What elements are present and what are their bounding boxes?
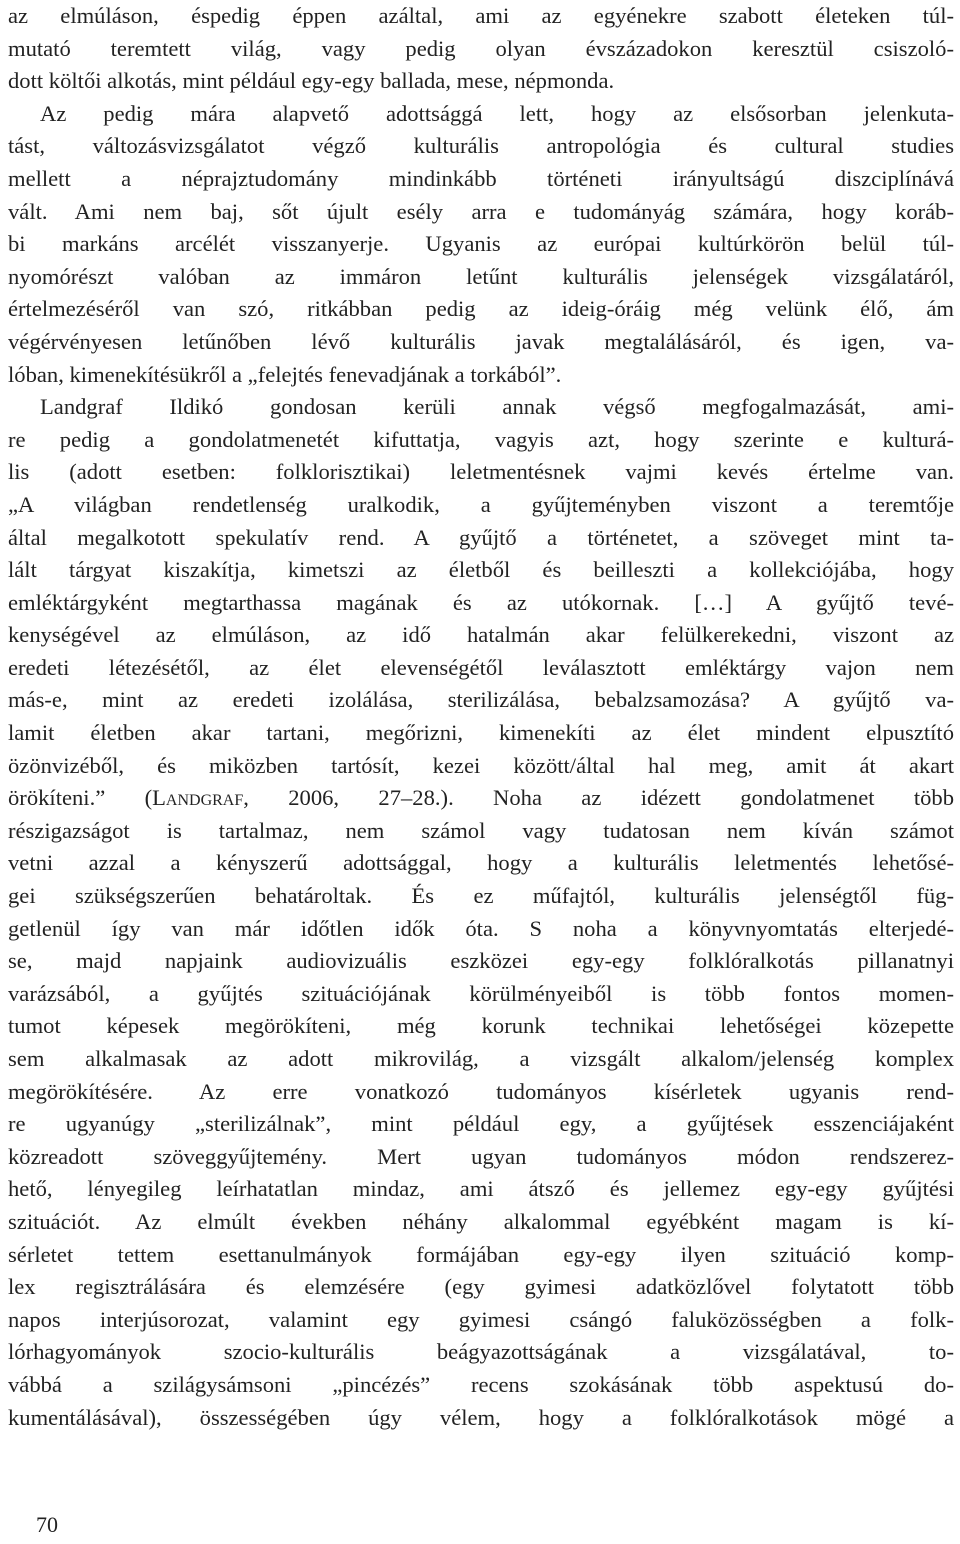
- text-line-segment: vált. Ami nem baj, sőt újult esély arra e tudományág számára, hogy koráb-: [8, 198, 954, 224]
- text-line-segment: értelmezéséről van szó, ritkábban pedig az ideig-óráig még velünk élő, ám: [8, 296, 954, 322]
- text-line: [8, 1336, 954, 1369]
- text-line: [8, 1173, 954, 1206]
- text-line-segment: Az pedig mára alapvető adottsággá lett, hogy az elsősorban jelenkuta-: [40, 100, 954, 126]
- text-line: [8, 1206, 954, 1239]
- text-line-segment: gei szükségszerűen behatároltak. És ez műfajtól, kulturális jelenségtől füg-: [8, 883, 954, 909]
- text-line: [8, 1141, 954, 1174]
- text-line-segment: eredeti létezésétől, az élet elevenségétől leválasztott emléktárgy vajon nem: [8, 654, 954, 680]
- text-line-segment: Landgraf Ildikó gondosan kerüli annak végső megfogalmazását, ami-: [40, 394, 954, 420]
- text-line-segment: re ugyanúgy „sterilizálnak”, mint például egy, a gyűjtések esszenciájaként: [8, 1111, 954, 1137]
- text-line-segment: tást, változásvizsgálatot végző kulturális antropológia és cultural studies: [8, 133, 954, 159]
- text-line: [8, 652, 954, 685]
- text-line: [8, 913, 954, 946]
- text-line: [8, 163, 954, 196]
- text-line-segment: az elmúláson, éspedig éppen azáltal, ami az egyénekre szabott életeken túl-: [8, 3, 954, 28]
- author-name: Landgraf: [152, 785, 244, 811]
- text-line-segment: mellett a néprajztudomány mindinkább történeti irányultságú diszciplínává: [8, 165, 954, 191]
- text-line: [8, 359, 954, 392]
- text-line-segment: nyomórészt valóban az immáron letűnt kulturális jelenségek vizsgálatáról,: [8, 263, 954, 289]
- text-line-segment: kenységével az elmúláson, az idő hatalmán akar felülkerekedni, viszont az: [8, 622, 954, 648]
- text-line: [8, 1271, 954, 1304]
- text-line-segment: mutató teremtett világ, vagy pedig olyan évszázadokon keresztül csiszoló-: [8, 35, 954, 61]
- text-line: [8, 293, 954, 326]
- text-line-segment: közreadott szöveggyűjtemény. Mert ugyan tudományos módon rendszerez-: [8, 1143, 954, 1169]
- text-line: [8, 228, 954, 261]
- text-line: [8, 782, 954, 815]
- text-line-segment: végérvényesen letűnőben lévő kulturális javak megtalálásáról, és igen, va-: [8, 328, 954, 354]
- text-line-segment: emléktárgyként megtarthassa magának és az utókornak. […] A gyűjtő tevé-: [8, 589, 954, 615]
- text-line: [8, 65, 954, 98]
- text-line-segment: lóban, kimenekítésükről a „felejtés fenevadjának a torkából”.: [8, 361, 562, 387]
- text-line: [8, 130, 954, 163]
- text-line-segment: megörökítésére. Az erre vonatkozó tudományos kísérletek ugyanis rend-: [8, 1078, 954, 1104]
- page-number: 70: [36, 1512, 58, 1537]
- text-line: [8, 424, 954, 457]
- text-line: [8, 33, 954, 66]
- text-line: [8, 1108, 954, 1141]
- text-line: [8, 750, 954, 783]
- text-line: [8, 522, 954, 555]
- text-line: [8, 391, 954, 424]
- text-line: [8, 456, 954, 489]
- text-line: [8, 98, 954, 131]
- text-line-segment: sem alkalmasak az adott mikrovilág, a vizsgált alkalom/jelenség komplex: [8, 1046, 954, 1071]
- text-line-segment: más-e, mint az eredeti izolálása, sterilizálása, bebalzsamozása? A gyűjtő va-: [8, 687, 954, 713]
- text-line: [8, 619, 954, 652]
- text-line-segment: hető, lényegileg leírhatatlan mindaz, ami átsző és jellemez egy-egy gyűjtési: [8, 1176, 954, 1202]
- text-line-segment: tumot képesek megörökíteni, még korunk technikai lehetőségei közepette: [8, 1013, 954, 1039]
- text-line: [8, 554, 954, 587]
- text-line-segment: varázsából, a gyűjtés szituációjának körülményeiből is több fontos momen-: [8, 980, 954, 1006]
- text-line-segment: re pedig a gondolatmenetét kifuttatja, vagyis azt, hogy szerinte e kulturá-: [8, 426, 954, 452]
- text-line-segment: által megalkotott spekulatív rend. A gyűjtő a történetet, a szöveget mint ta-: [8, 524, 954, 550]
- text-line-segment: se, majd napjaink audiovizuális eszközei egy-egy folklóralkotás pillanatnyi: [8, 948, 954, 974]
- text-line: [8, 684, 954, 717]
- page-body: [8, 0, 954, 1434]
- text-line: [8, 587, 954, 620]
- text-line: [8, 1402, 954, 1435]
- text-line-segment: vábbá a szilágysámsoni „pincézés” recens szokásának több aspektusú do-: [8, 1371, 954, 1397]
- text-line-segment: napos interjúsorozat, valamint egy gyimesi csángó faluközösségben a folk-: [8, 1306, 954, 1332]
- text-line: [8, 1239, 954, 1272]
- text-line: [8, 489, 954, 522]
- text-line-segment: , 2006, 27–28.). Noha az idézett gondolatmenet több: [243, 785, 954, 811]
- text-line-segment: részigazságot is tartalmaz, nem számol vagy tudatosan nem kíván számot: [8, 817, 954, 843]
- text-line: [8, 815, 954, 848]
- text-line: [8, 1043, 954, 1076]
- text-line-segment: szituációt. Az elmúlt években néhány alkalommal egyébként magam is kí-: [8, 1208, 954, 1234]
- text-line-segment: örökíteni.” (: [8, 785, 153, 811]
- text-line-segment: bi markáns arcélét visszanyerje. Ugyanis az európai kultúrkörön belül túl-: [8, 231, 954, 257]
- text-line-segment: lált tárgyat kiszakítja, kimetszi az életből és beilleszti a kollekciójába, hogy: [8, 557, 954, 583]
- text-line-segment: lis (adott esetben: folklorisztikai) leletmentésnek vajmi kevés értelme van.: [8, 459, 954, 485]
- text-line-segment: sérletet tettem esettanulmányok formájában egy-egy ilyen szituáció komp-: [8, 1241, 954, 1267]
- text-line-segment: „A világban rendetlenség uralkodik, a gyűjteményben viszont a teremtője: [8, 491, 954, 517]
- text-line: [8, 1304, 954, 1337]
- text-line: [8, 196, 954, 229]
- text-line: [8, 945, 954, 978]
- text-line-segment: özönvizéből, és miközben tartósít, kezei között/által hal meg, amit át akart: [8, 752, 954, 778]
- text-line-segment: lex regisztrálására és elemzésére (egy gyimesi adatközlővel folytatott több: [8, 1274, 954, 1300]
- text-line-segment: lórhagyományok szocio-kulturális beágyazottságának a vizsgálatával, to-: [8, 1339, 954, 1365]
- text-line: [8, 1010, 954, 1043]
- text-line: [8, 847, 954, 880]
- text-line-segment: getlenül így van már időtlen idők óta. S noha a könyvnyomtatás elterjedé-: [8, 915, 954, 941]
- text-line-segment: lamit életben akar tartani, megőrizni, kimenekíti az élet mindent elpusztító: [8, 720, 954, 746]
- text-line: [8, 880, 954, 913]
- text-line: [8, 326, 954, 359]
- text-line-segment: dott költői alkotás, mint például egy-egy ballada, mese, népmonda.: [8, 68, 615, 94]
- text-line: [8, 717, 954, 750]
- text-line: [8, 1369, 954, 1402]
- text-line: [8, 0, 954, 33]
- text-line-segment: kumentálásával), összességében úgy vélem, hogy a folklóralkotások mögé a: [8, 1404, 954, 1430]
- text-line-segment: vetni azzal a kényszerű adottsággal, hogy a kulturális leletmentés lehetősé-: [8, 850, 954, 876]
- text-line: [8, 1076, 954, 1109]
- text-line: [8, 261, 954, 294]
- text-line: [8, 978, 954, 1011]
